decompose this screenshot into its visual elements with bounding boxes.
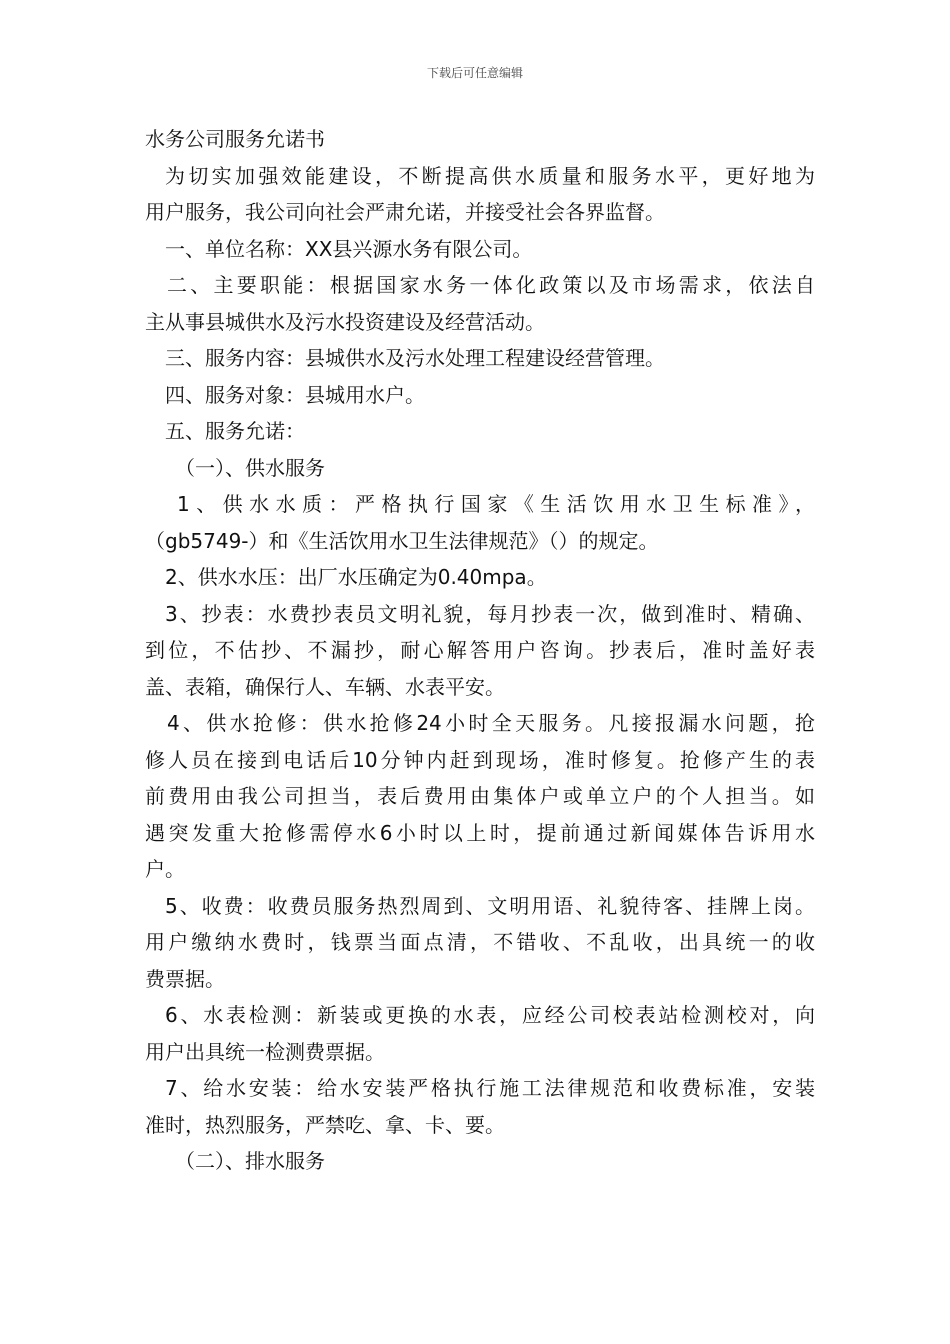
paragraph-line: 一、单位名称：XX县兴源水务有限公司。 [165, 236, 533, 261]
paragraph-line: 费票据。 [145, 966, 225, 991]
document-title: 水务公司服务允诺书 [145, 127, 325, 151]
paragraph-line: 五、服务允诺： [165, 419, 305, 443]
paragraph-line: 户。 [145, 857, 185, 881]
paragraph-line: 6、水表检测：新装或更换的水表，应经公司校表站检测校对，向 [165, 1003, 815, 1027]
paragraph-line: 盖、表箱，确保行人、车辆、水表平安。 [145, 674, 505, 699]
paragraph-line: 2、供水水压：出厂水压确定为0.40mpa。 [165, 565, 547, 589]
document-body [145, 121, 815, 1180]
paragraph-line: 为切实加强效能建设，不断提高供水质量和服务水平，更好地为 [165, 163, 815, 188]
paragraph-line: 四、服务对象：县城用水户。 [165, 382, 425, 407]
paragraph-line: 7、给水安装：给水安装严格执行施工法律规范和收费标准，安装 [165, 1076, 815, 1100]
paragraph-line: 4、供水抢修：供水抢修24小时全天服务。凡接报漏水问题，抢 [167, 711, 815, 735]
paragraph-line: 用户出具统一检测费票据。 [145, 1039, 385, 1064]
section-heading: （二）、排水服务 [175, 1149, 325, 1173]
paragraph-line: 三、服务内容：县城供水及污水处理工程建设经营管理。 [165, 346, 665, 370]
section-heading: （一）、供水服务 [175, 455, 325, 480]
paragraph-line: 3、抄表：水费抄表员文明礼貌，每月抄表一次，做到准时、精确、 [165, 601, 815, 626]
paragraph-line: 前费用由我公司担当，表后费用由集体户或单立户的个人担当。如 [145, 784, 815, 808]
paragraph-line: 二、主要职能：根据国家水务一体化政策以及市场需求，依法自 [167, 273, 815, 297]
paragraph-line: 修人员在接到电话后10分钟内赶到现场，准时修复。抢修产生的表 [145, 747, 815, 772]
paragraph-line: 主从事县城供水及污水投资建设及经营活动。 [145, 309, 545, 334]
paragraph-line: 5、收费：收费员服务热烈周到、文明用语、礼貌待客、挂牌上岗。 [165, 893, 815, 918]
paragraph-line: （gb5749-）和《生活饮用水卫生法律规范》（）的规定。 [145, 528, 659, 553]
paragraph-line: 用户服务，我公司向社会严肃允诺，并接受社会各界监督。 [145, 200, 665, 224]
paragraph-line: 遇突发重大抢修需停水6小时以上时，提前通过新闻媒体告诉用水 [145, 820, 815, 845]
paragraph-line: 用户缴纳水费时，钱票当面点清，不错收、不乱收，出具统一的收 [145, 930, 815, 954]
paragraph-line: 准时，热烈服务，严禁吃、拿、卡、要。 [145, 1112, 505, 1137]
paragraph-line: 到位，不估抄、不漏抄，耐心解答用户咨询。抄表后，准时盖好表 [145, 638, 815, 662]
paragraph-line: 1、供水水质：严格执行国家《生活饮用水卫生标准》， [177, 492, 815, 516]
header-note: 下载后可任意编辑 [426, 66, 523, 80]
